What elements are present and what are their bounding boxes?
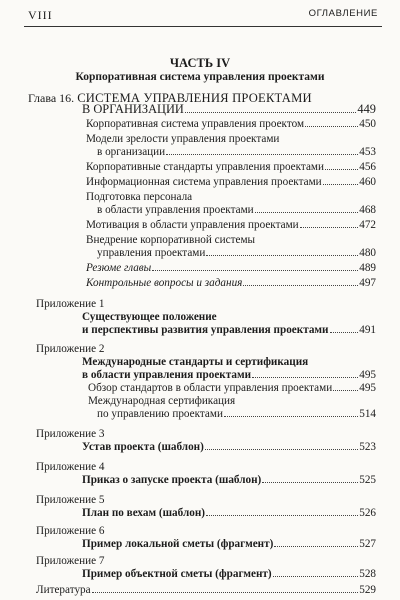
toc-entry[interactable]: управления проектами 480 [97,247,376,259]
toc-entry[interactable]: Контрольные вопросы и задания 497 [86,277,376,289]
toc-entry[interactable]: Корпоративные стандарты управления проектами 456 [86,161,376,173]
appendix-entry[interactable]: Приказ о запуске проекта (шаблон) 525 [82,474,376,486]
appendix-label: Приложение 1 [36,298,105,310]
toc-entry-line1: Модели зрелости управления проектами [86,133,280,145]
appendix-label: Приложение 7 [36,555,105,567]
appendix-title-line1: Международные стандарты и сертификация [82,356,309,368]
appendix-entry[interactable]: Устав проекта (шаблон) 523 [82,441,376,453]
chapter-entry[interactable] [82,103,376,116]
appendix-entry[interactable]: в области управления проектами 495 [82,369,376,381]
toc-entry[interactable]: Обзор стандартов в области управления проектами 495 [88,382,376,394]
page-number-roman: VIII [28,8,53,22]
appendix-entry[interactable]: План по вехам (шаблон) 526 [82,507,376,519]
chapter-title-line2: В ОРГАНИЗАЦИИ [82,102,184,116]
running-title: ОГЛАВЛЕНИЕ [308,8,378,19]
toc-entry[interactable]: Корпоративная система управления проектом 450 [86,118,376,130]
toc-entry-line1: Международная сертификация [88,395,236,407]
appendix-label: Приложение 4 [36,461,105,473]
chapter-prefix: Глава 16. [28,91,75,105]
toc-entry[interactable]: Информационная система управления проектами 460 [86,176,376,188]
toc-entry[interactable]: в области управления проектами 468 [97,204,376,216]
literature-entry[interactable]: Литература 529 [36,584,376,596]
toc-entry[interactable]: Резюме главы 489 [86,262,376,274]
toc-entry-line1: Подготовка персонала [86,191,193,203]
appendix-label: Приложение 2 [36,343,105,355]
appendix-label: Приложение 5 [36,494,105,506]
toc-entry-line1: Внедрение корпоративной системы [86,234,256,246]
chapter-page: 449 [357,102,376,116]
toc-entry[interactable]: Мотивация в области управления проектами 472 [86,219,376,231]
appendix-label: Приложение 3 [36,428,105,440]
appendix-label: Приложение 6 [36,525,105,537]
chapter-title-line1: СИСТЕМА УПРАВЛЕНИЯ ПРОЕКТАМИ [77,91,312,105]
leader-dots [185,112,357,113]
part-title: Корпоративная система управления проектами [75,71,325,83]
appendix-entry[interactable]: Пример объектной сметы (фрагмент) 528 [82,568,376,580]
appendix-title-line1: Существующее положение [82,311,217,323]
toc-entry[interactable]: по управлению проектами 514 [97,408,376,420]
appendix-entry[interactable]: Пример локальной сметы (фрагмент) 527 [82,538,376,550]
header-rule [24,26,382,27]
part-number: ЧАСТЬ IV [169,56,231,70]
appendix-entry[interactable]: и перспективы развития управления проектами 491 [82,324,376,336]
toc-entry[interactable]: в организации 453 [97,146,376,158]
